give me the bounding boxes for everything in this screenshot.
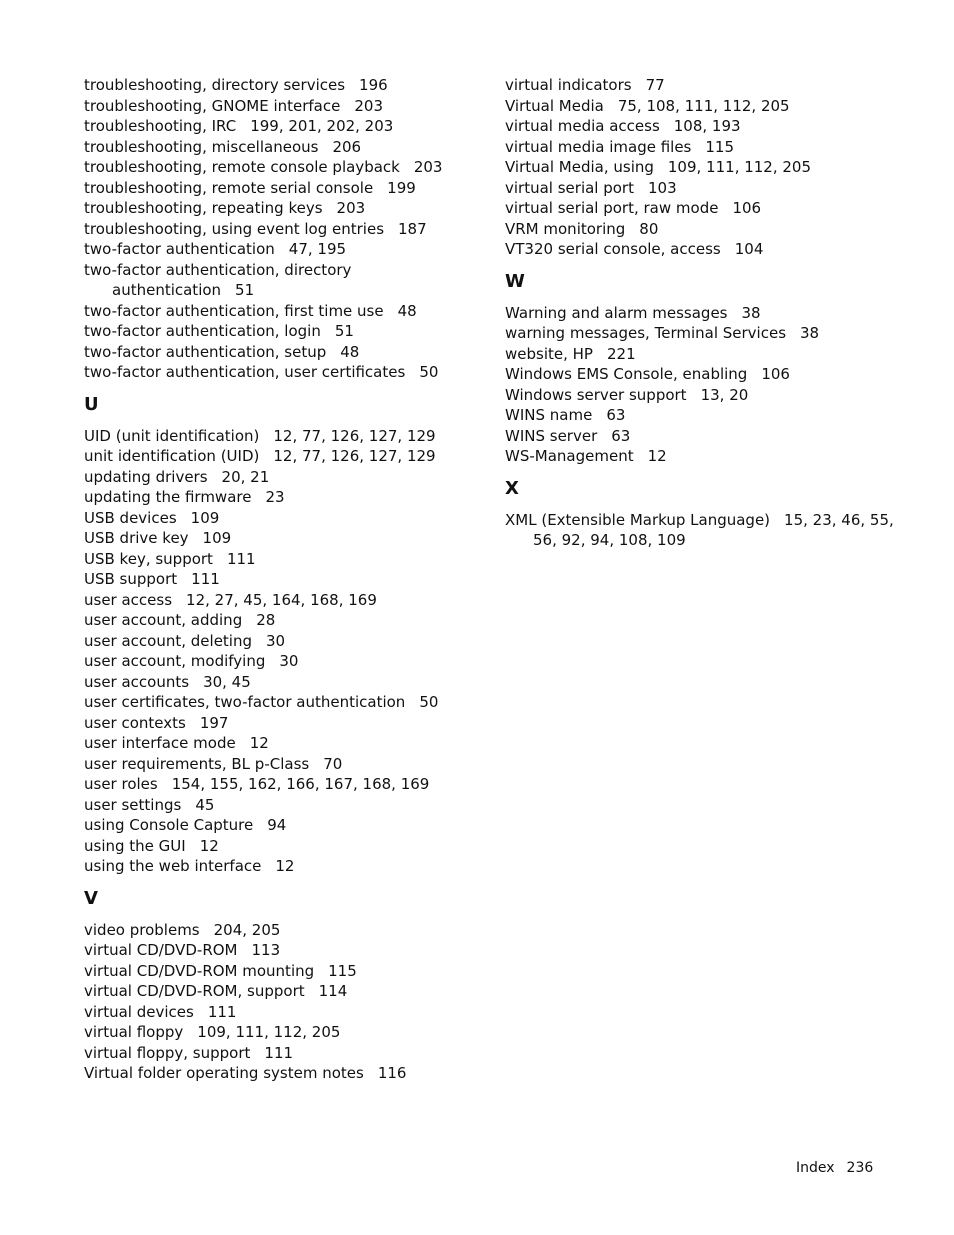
index-entry [84,75,484,96]
index-page-refs: 38 [800,324,820,342]
index-page-refs: 80 [639,219,659,238]
index-term: Windows server support [505,385,687,404]
index-page-refs: 115 [705,137,735,156]
index-page-refs: 12, 77, 126, 127, 129 [273,426,436,445]
index-term: Virtual Media [505,96,604,115]
index-term: two-factor authentication, setup [84,342,327,361]
index-term: Virtual folder operating system notes [84,1064,364,1082]
index-term: WINS name [505,406,593,424]
index-page-refs: 30 [279,652,299,670]
page-footer [796,1158,873,1178]
index-entry [505,239,905,260]
index-term: virtual serial port [505,178,634,197]
entry-group-w [505,303,905,467]
index-term: updating drivers [84,467,208,486]
index-page-refs: 109, 111, 112, 205 [667,158,812,176]
index-entry [505,75,905,96]
index-page-refs: 28 [256,611,276,629]
index-term: two-factor authentication, user certificates [84,363,406,381]
index-entry [84,528,484,549]
index-entry [84,940,484,961]
index-entry [505,510,905,551]
index-entry [84,508,484,529]
index-term: two-factor authentication, directory [84,260,352,279]
index-term: using Console Capture [84,816,254,834]
index-term: virtual media image files [505,137,692,156]
index-entry [505,96,905,117]
index-page-refs: 38 [741,303,761,322]
index-entry [84,467,484,488]
index-term: unit identification (UID) [84,447,260,465]
section-letter-w: W [505,270,525,292]
index-entry [84,631,484,652]
index-term: video problems [84,920,200,939]
index-page-refs: 187 [398,219,427,238]
index-entry [505,446,905,467]
index-entry [84,795,484,816]
index-page-refs: 203 [336,199,366,217]
index-term: Windows EMS Console, enabling [505,365,748,383]
index-page-refs: 115 [328,961,357,980]
index-page-refs: 50 [419,693,439,711]
index-term: user interface mode [84,734,236,752]
index-term: user account, modifying [84,652,266,670]
entry-group-v [84,920,484,1084]
index-term: troubleshooting, GNOME interface [84,96,341,115]
index-page-refs: 12, 27, 45, 164, 168, 169 [186,590,377,609]
index-page-refs: 103 [647,178,677,197]
index-entry [505,198,905,219]
index-entry [505,323,905,344]
index-page-refs: 77 [645,76,665,94]
index-entry [84,1022,484,1043]
index-term: UID (unit identification) [84,426,260,445]
index-page-refs: 114 [318,982,348,1000]
index-term: user requirements, BL p-Class [84,754,310,773]
index-entry [84,713,484,734]
index-term: troubleshooting, miscellaneous [84,137,319,156]
index-entry [84,733,484,754]
index-entry [84,754,484,775]
index-page-refs: 206 [332,137,362,156]
index-entry [84,157,484,178]
index-page-refs: 109 [202,529,232,547]
index-entry [84,815,484,836]
index-entry [505,405,905,426]
index-entry [84,1043,484,1064]
index-term: user accounts [84,672,190,691]
index-page-refs: 12 [275,857,295,875]
index-page-refs: 51 [235,281,255,299]
index-entry [84,239,484,260]
index-page-refs: 45 [195,795,215,814]
index-page-refs: 23 [265,488,285,506]
index-page-refs: 199, 201, 202, 203 [250,117,394,135]
index-page-refs: 203 [354,96,383,115]
index-entry [84,1002,484,1023]
index-entry [505,426,905,447]
index-page-refs: 51 [334,322,354,340]
index-page-refs: 197 [199,713,229,732]
index-entry [84,774,484,795]
index-page-refs: 75, 108, 111, 112, 205 [617,96,790,115]
index-entry [505,137,905,158]
index-entry [84,321,484,342]
index-entry [84,590,484,611]
index-term: virtual CD/DVD-ROM mounting [84,961,315,980]
index-term: using the GUI [84,836,186,855]
index-page-refs: 111 [226,549,256,568]
index-entry [505,178,905,199]
index-page-refs: 111 [207,1002,237,1021]
entry-group-x [505,510,905,551]
index-column-right [505,75,905,551]
index-entry [84,651,484,672]
index-term: VRM monitoring [505,219,626,238]
index-page-refs: 13, 20 [700,385,749,404]
index-term: user roles [84,775,158,793]
index-page-refs: 109, 111, 112, 205 [197,1023,341,1041]
index-term: warning messages, Terminal Services [505,324,787,342]
index-term: website, HP [505,344,593,363]
index-entry [505,116,905,137]
entry-group-t [84,75,484,383]
index-term: virtual CD/DVD-ROM, support [84,982,305,1000]
index-term-continuation: authentication [112,281,222,299]
index-page-refs: 48 [340,342,360,361]
index-term: USB support [84,570,178,588]
section-letter-x: X [505,477,519,499]
index-term: user settings [84,795,182,814]
index-term: VT320 serial console, access [505,240,721,258]
index-term: virtual indicators [505,76,632,94]
index-page-refs: 221 [606,344,636,363]
index-term: troubleshooting, remote console playback [84,158,400,176]
index-entry [505,344,905,365]
index-entry [84,178,484,199]
index-page-refs: 104 [734,240,764,258]
index-entry [84,1063,484,1084]
index-entry [505,364,905,385]
index-entry [84,96,484,117]
index-entry [505,303,905,324]
index-term: user account, deleting [84,631,253,650]
index-term: user certificates, two-factor authentication [84,693,406,711]
index-entry [84,219,484,240]
index-entry [84,549,484,570]
index-page-refs: 30, 45 [203,672,251,691]
index-term: updating the firmware [84,488,252,506]
index-entry [84,487,484,508]
index-entry [84,342,484,363]
index-term: using the web interface [84,857,262,875]
index-term: WS-Management [505,447,634,465]
index-term: user account, adding [84,611,243,629]
index-page-refs: 108, 193 [673,117,741,135]
index-page-refs: 113 [251,941,281,959]
index-term: two-factor authentication [84,240,275,258]
index-term: USB key, support [84,549,213,568]
index-entry [84,362,484,383]
index-page-refs-continuation: 56, 92, 94, 108, 109 [533,531,686,549]
index-entry [84,920,484,941]
index-entry [84,426,484,447]
index-entry [84,692,484,713]
index-entry [505,157,905,178]
index-page-refs: 109 [190,508,220,527]
index-page-refs: 12 [249,734,269,752]
index-page-refs: 15, 23, 46, 55, [784,510,894,529]
index-entry [84,260,484,301]
index-entry [84,981,484,1002]
index-term: virtual floppy [84,1023,184,1041]
entry-group-v-cont [505,75,905,260]
index-page-refs: 111 [264,1043,294,1062]
index-page-refs: 48 [397,301,417,320]
index-entry [84,610,484,631]
index-page-refs: 47, 195 [288,240,347,258]
index-page-refs: 204, 205 [213,920,281,939]
index-term: virtual CD/DVD-ROM [84,941,238,959]
index-page-refs: 94 [267,816,287,834]
index-entry [84,116,484,137]
index-term: troubleshooting, repeating keys [84,199,323,217]
index-entry [84,961,484,982]
index-entry [505,385,905,406]
index-term: virtual media access [505,117,660,135]
section-letter-u: U [84,393,99,415]
index-page-refs: 63 [611,426,631,445]
index-page-refs: 154, 155, 162, 166, 167, 168, 169 [171,775,430,793]
index-entry [84,672,484,693]
index-term: WINS server [505,426,598,445]
index-term: troubleshooting, using event log entries [84,219,385,238]
index-page-refs: 111 [191,570,220,588]
index-entry [84,301,484,322]
index-column-left [84,75,484,1084]
index-term: XML (Extensible Markup Language) [505,510,771,529]
index-term: Virtual Media, using [505,158,654,176]
index-term: virtual serial port, raw mode [505,199,719,217]
index-term: two-factor authentication, login [84,322,321,340]
entry-group-u [84,426,484,877]
index-page-refs: 63 [606,406,626,424]
index-page-refs: 30 [266,631,286,650]
index-entry [505,219,905,240]
index-term: virtual floppy, support [84,1043,251,1062]
index-entry [84,569,484,590]
index-term: troubleshooting, remote serial console [84,178,374,197]
index-page-refs: 106 [732,199,762,217]
section-letter-v: V [84,887,98,909]
index-term: user access [84,590,173,609]
index-page-refs: 203 [413,158,443,176]
index-term: Warning and alarm messages [505,303,728,322]
footer-label: Index [796,1160,835,1176]
index-page-refs: 196 [359,76,388,94]
index-term: troubleshooting, IRC [84,117,237,135]
index-term: USB devices [84,508,177,527]
index-page-refs: 12 [199,836,219,855]
index-page-refs: 50 [419,363,439,381]
index-page-refs: 12 [647,447,667,465]
index-page-refs: 70 [323,754,343,773]
index-entry [84,856,484,877]
index-term: user contexts [84,713,186,732]
index-page-refs: 20, 21 [221,467,270,486]
index-term: USB drive key [84,529,189,547]
footer-page-number: 236 [846,1160,874,1176]
index-entry [84,446,484,467]
index-page-refs: 12, 77, 126, 127, 129 [273,447,436,465]
index-term: two-factor authentication, first time use [84,301,384,320]
index-entry [84,836,484,857]
index-page-refs: 116 [377,1064,407,1082]
index-entry-continuation [84,280,484,301]
index-entry [84,137,484,158]
index-page-refs: 106 [761,365,790,383]
index-term: troubleshooting, directory services [84,76,346,94]
index-term: virtual devices [84,1002,194,1021]
index-page-refs: 199 [387,178,416,197]
index-entry [84,198,484,219]
